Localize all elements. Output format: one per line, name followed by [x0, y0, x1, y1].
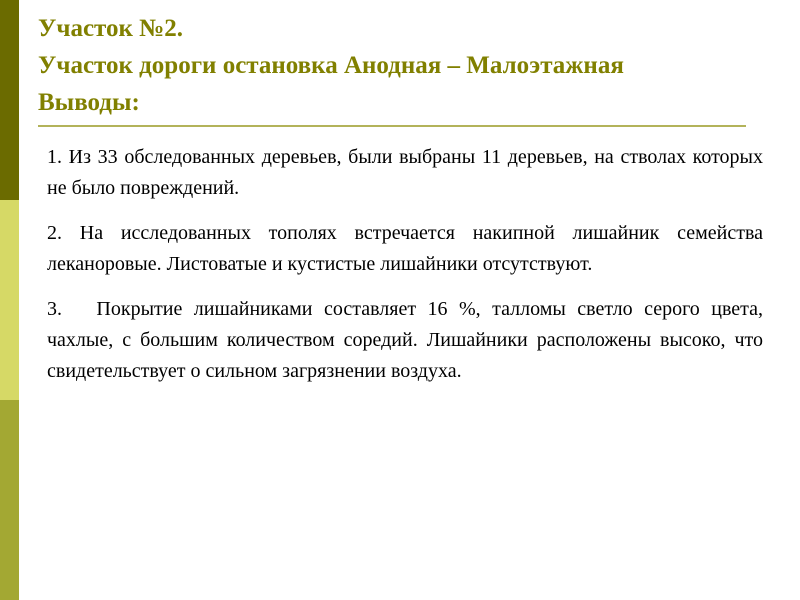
sidebar-segment-dark — [0, 0, 19, 200]
title-line-1: Участок №2. — [38, 15, 184, 42]
sidebar-segment-light — [0, 200, 19, 400]
item-number: 1. — [47, 146, 62, 168]
conclusion-item-2 — [47, 218, 763, 280]
item-text: Из 33 обследованных деревьев, были выбраны 11 деревьев, на стволах которых не было повреждений. — [47, 146, 763, 199]
title-line-2: Участок дороги остановка Анодная – Малоэтажная — [38, 52, 624, 79]
conclusion-item-3 — [47, 294, 763, 387]
sidebar-segment-mid — [0, 400, 19, 600]
title-line-3: Выводы: — [38, 89, 140, 116]
item-number: 2. — [47, 222, 62, 244]
slide-title — [38, 10, 778, 121]
title-divider — [38, 125, 746, 127]
item-number: 3. — [47, 298, 62, 320]
decorative-sidebar — [0, 0, 19, 600]
item-text: На исследованных тополях встречается накипной лишайник семейства леканоровые. Листоватые и кустистые лишайники отсутствуют. — [47, 222, 763, 275]
item-text: Покрытие лишайниками составляет 16 %, талломы светло серого цвета, чахлые, с большим количеством соредий. Лишайники расположены высоко, что свидетельствует о сильном загрязнении воздуха. — [47, 298, 764, 382]
conclusion-item-1 — [47, 142, 763, 204]
slide-body — [47, 142, 763, 401]
